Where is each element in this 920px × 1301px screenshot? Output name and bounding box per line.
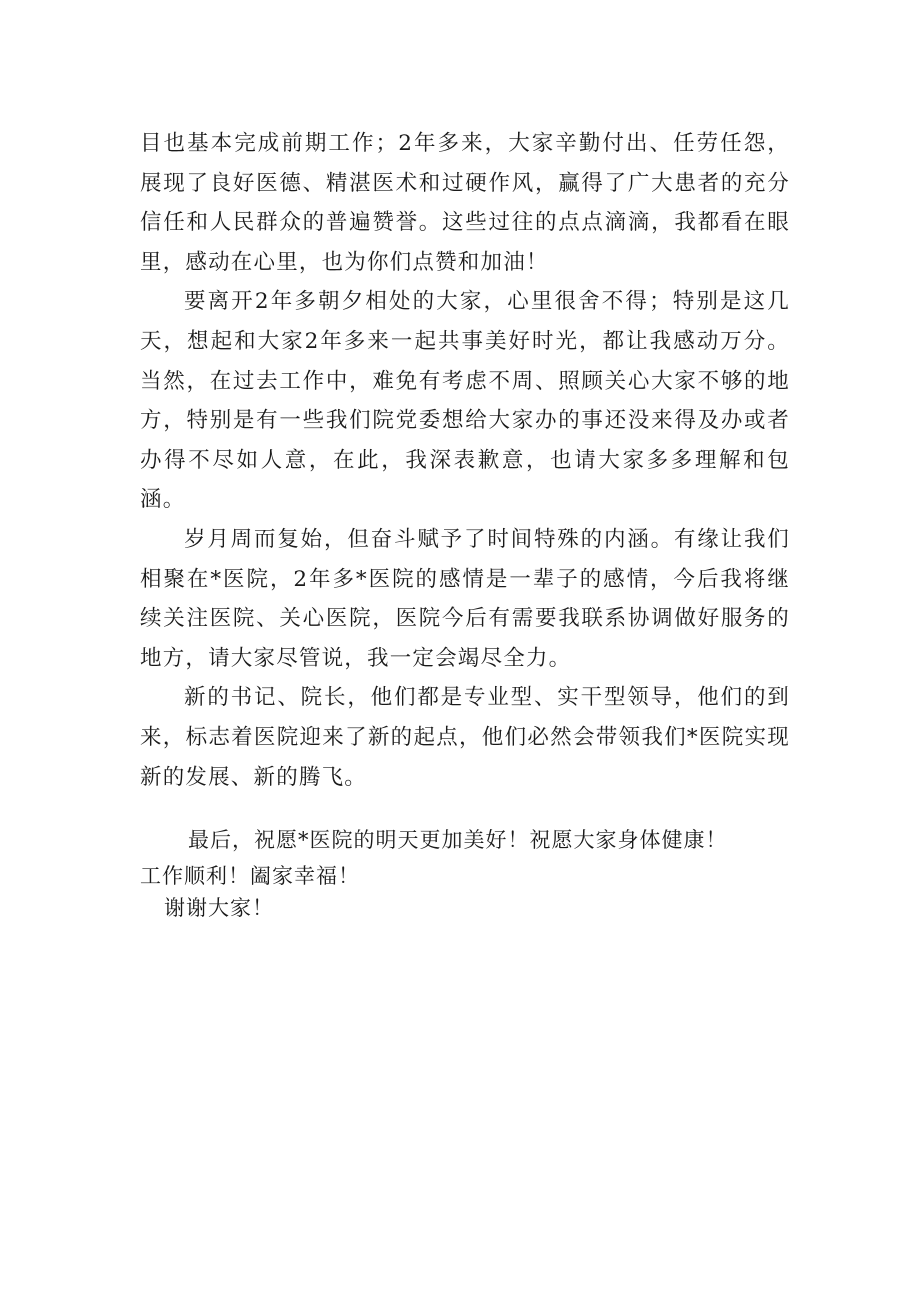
closing-wish-continued: 工作顺利！阖家幸福！ (140, 864, 360, 888)
document-body (140, 124, 790, 797)
closing-wish: 最后，祝愿*医院的明天更加美好！祝愿大家身体健康！ (188, 828, 728, 852)
thanks-line: 谢谢大家！ (164, 896, 274, 920)
paragraph-new-leadership: 新的书记、院长，他们都是专业型、实干型领导，他们的到来，标志着医院迎来了新的起点，他们必然会带领我们*医院实现新的发展、新的腾飞。 (140, 685, 790, 790)
paragraph-commitment: 岁月周而复始，但奋斗赋予了时间特殊的内涵。有缘让我们相聚在*医院，2年多*医院的感情是一辈子的感情，今后我将继续关注医院、关心医院，医院今后有需要我联系协调做好服务的地方，请大家尽管说，我一定会竭尽全力。 (140, 526, 790, 671)
paragraph-continuation: 目也基本完成前期工作；2年多来，大家辛勤付出、任劳任怨，展现了良好医德、精湛医术和过硬作风，赢得了广大患者的充分信任和人民群众的普遍赞誉。这些过往的点点滴滴，我都看在眼里，感动在心里，也为你们点赞和加油！ (140, 131, 790, 275)
paragraph-farewell: 要离开2年多朝夕相处的大家，心里很舍不得；特别是这几天，想起和大家2年多来一起共事美好时光，都让我感动万分。当然，在过去工作中，难免有考虑不周、照顾关心大家不够的地方，特别是有一些我们院党委想给大家办的事还没来得及办或者办得不尽如人意，在此，我深表歉意，也请大家多多理解和包涵。 (140, 289, 790, 513)
